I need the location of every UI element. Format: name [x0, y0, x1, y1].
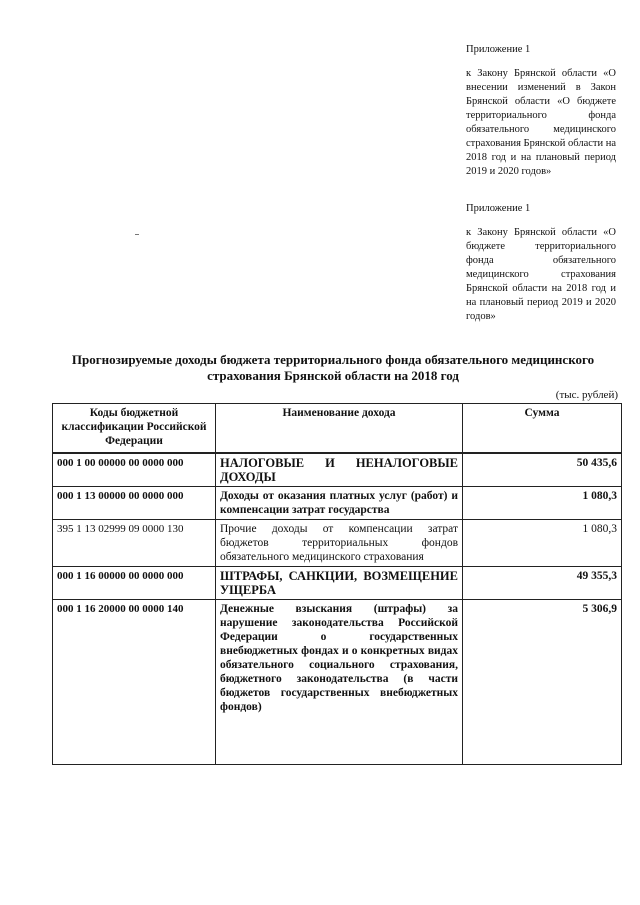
table-row: [53, 567, 622, 600]
row-name: НАЛОГОВЫЕ И НЕНАЛОГОВЫЕ ДОХОДЫ: [216, 453, 463, 487]
row-amount: 5 306,9: [463, 600, 622, 765]
row-code: 000 1 00 00000 00 0000 000: [53, 453, 216, 487]
table-row: [53, 487, 622, 520]
row-name: ШТРАФЫ, САНКЦИИ, ВОЗМЕЩЕНИЕ УЩЕРБА: [216, 567, 463, 600]
table-row: [53, 520, 622, 567]
row-amount: 1 080,3: [463, 520, 622, 567]
annex-original-heading: Приложение 1: [466, 203, 531, 214]
table-row: [53, 453, 622, 487]
annex-current-text: к Закону Брянской области «О внесении изменений в Закон Брянской области «О бюджете территориального фонда обязательного медицинского страхования Брянской области на 2018 год и на плановый период 2019 и 2020 годов»: [466, 68, 617, 177]
table-header-row: [53, 404, 622, 454]
row-code: 395 1 13 02999 09 0000 130: [53, 520, 216, 567]
row-name: Денежные взыскания (штрафы) за нарушение законодательства Российской Федерации о государственных внебюджетных фондах и о конкретных видах обязательного социального страхования, бюджетного законодательства (в части бюджетов государственных внебюджетных фондов): [216, 600, 463, 765]
row-name: Прочие доходы от компенсации затрат бюджетов территориальных фондов обязательного медицинского страхования: [216, 520, 463, 567]
row-amount: 49 355,3: [463, 567, 622, 600]
annex-current-heading: Приложение 1: [466, 44, 531, 55]
annex-original: [466, 202, 616, 324]
scan-mark: [135, 234, 139, 235]
revenue-table: [52, 403, 622, 765]
annex-current: [466, 43, 616, 179]
annex-original-text: к Закону Брянской области «О бюджете территориального фонда обязательного медицинского страхования Брянской области на 2018 год и на плановый период 2019 и 2020 годов»: [466, 227, 616, 322]
row-name: Доходы от оказания платных услуг (работ) и компенсации затрат государства: [216, 487, 463, 520]
row-code: 000 1 13 00000 00 0000 000: [53, 487, 216, 520]
units-label: (тыс. рублей): [555, 389, 618, 401]
header-code: Коды бюджетной классификации Российской Федерации: [53, 404, 216, 454]
document-title: Прогнозируемые доходы бюджета территориального фонда обязательного медицинского страхования Брянской области на 2018 год: [71, 352, 595, 383]
header-amount: Сумма: [463, 404, 622, 454]
table-row: [53, 600, 622, 765]
row-code: 000 1 16 20000 00 0000 140: [53, 600, 216, 765]
row-amount: 1 080,3: [463, 487, 622, 520]
row-code: 000 1 16 00000 00 0000 000: [53, 567, 216, 600]
header-name: Наименование дохода: [216, 404, 463, 454]
row-amount: 50 435,6: [463, 453, 622, 487]
